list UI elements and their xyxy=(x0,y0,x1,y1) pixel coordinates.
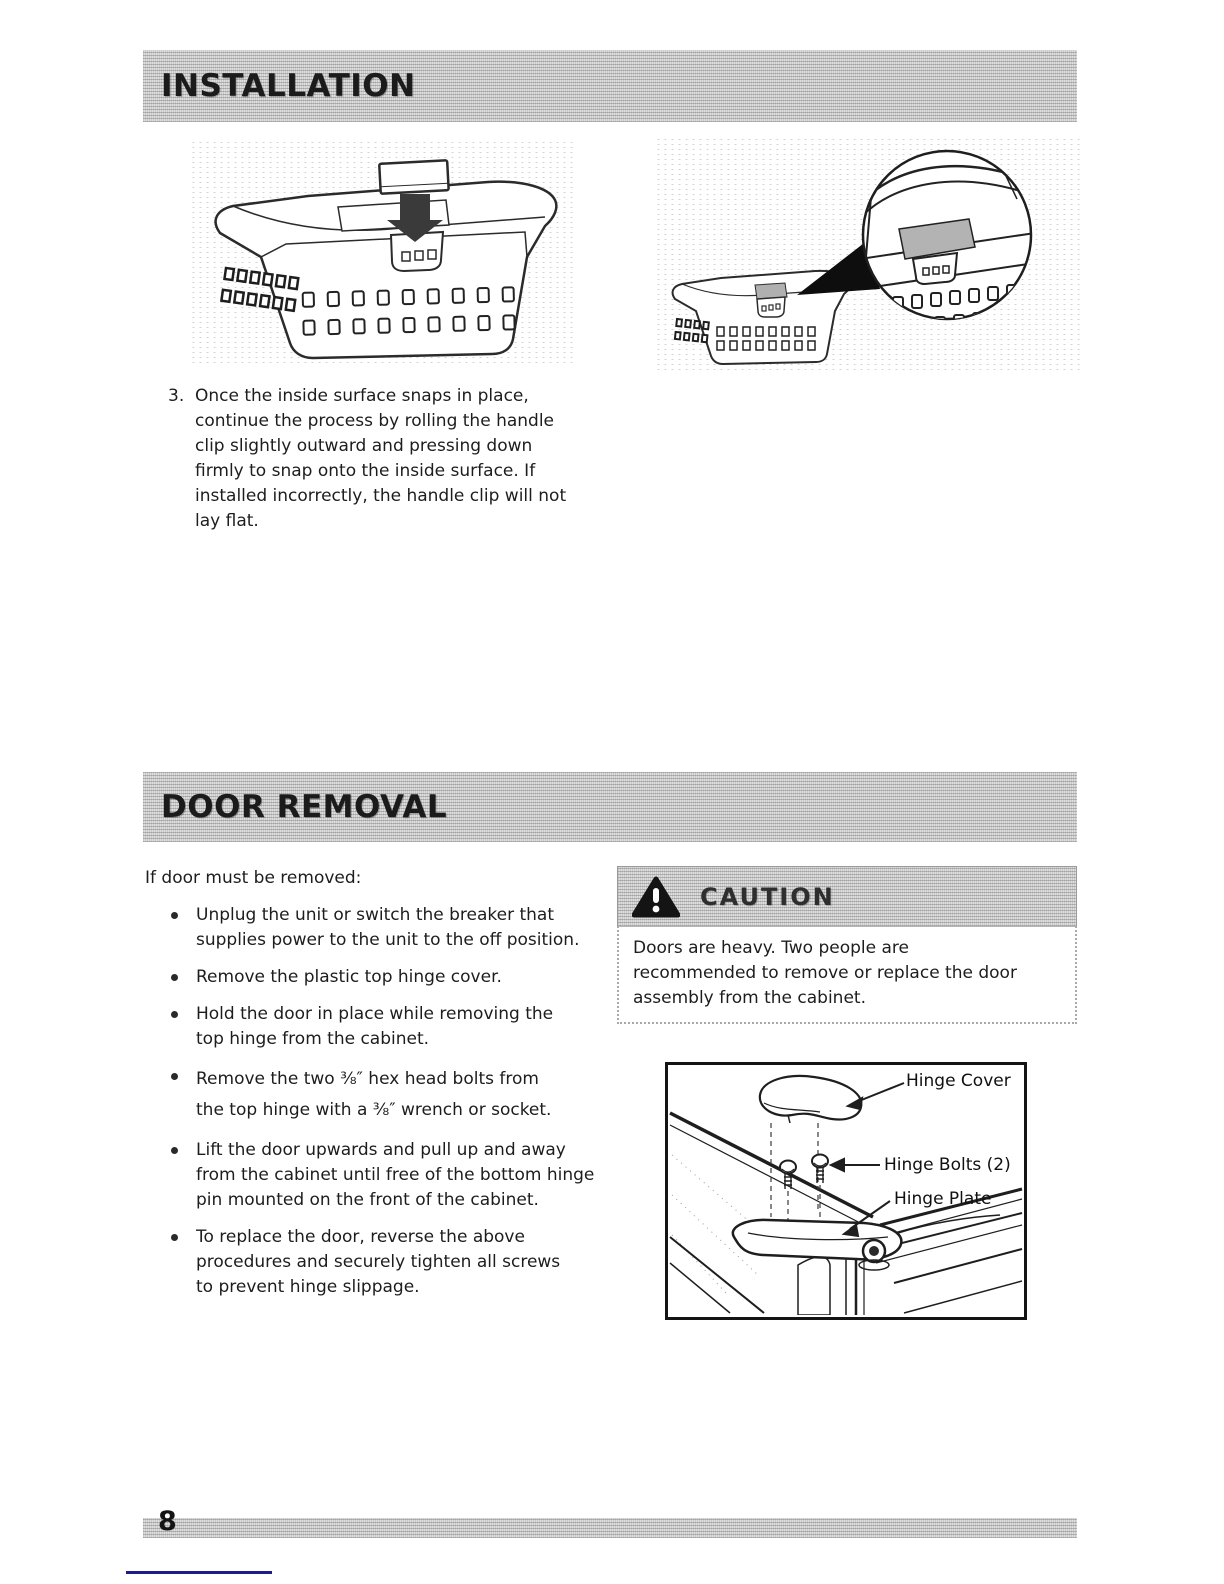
hinge-cover-label: Hinge Cover xyxy=(906,1071,1011,1091)
bullet-text: Remove the plastic top hinge cover. xyxy=(196,967,502,987)
bullet-icon xyxy=(171,1147,178,1154)
hinge-diagram xyxy=(665,1062,1027,1320)
magnified-view-illustration xyxy=(655,137,1080,370)
hinge-bolts-label: Hinge Bolts (2) xyxy=(884,1155,1011,1175)
bullet-text: Hold the door in place while removing the top hinge from the cabinet. xyxy=(196,1004,554,1049)
list-item xyxy=(145,1225,640,1300)
list-item xyxy=(145,1002,640,1052)
bullet-icon xyxy=(171,1234,178,1241)
door-removal-section-banner xyxy=(143,772,1077,842)
list-item xyxy=(145,1064,640,1126)
door-removal-bullet-list xyxy=(145,903,640,1300)
bullet-icon xyxy=(171,912,178,919)
hinge-plate-label: Hinge Plate xyxy=(894,1189,992,1209)
bullet-text: Remove the two ⅜″ hex head bolts from the top hinge with a ⅜″ wrench or socket. xyxy=(196,1069,552,1120)
handle-clip-part xyxy=(379,160,448,194)
installation-step-3 xyxy=(168,384,628,534)
bullet-icon xyxy=(171,1011,178,1018)
caution-header xyxy=(617,866,1077,926)
installation-title: INSTALLATION xyxy=(161,68,416,104)
basket-clip-install-illustration xyxy=(190,140,575,365)
door-removal-instructions xyxy=(145,866,640,1312)
bullet-text: Lift the door upwards and pull up and away from the cabinet until free of the bottom hinge pin mounted on the front of the cabinet. xyxy=(196,1140,595,1210)
step-text: Once the inside surface snaps in place, continue the process by rolling the handle clip slightly outward and pressing down firmly to snap onto the inside surface. If installed incorrectly, the handle clip will not lay flat. xyxy=(195,386,567,531)
hinge-bolts-drawing xyxy=(780,1155,828,1190)
door-removal-intro: If door must be removed: xyxy=(145,868,362,888)
basket-clip-magnified-illustration xyxy=(655,137,1080,370)
caution-box xyxy=(617,866,1077,1024)
bullet-text: Unplug the unit or switch the breaker that supplies power to the unit to the off position. xyxy=(196,905,580,950)
caution-title: CAUTION xyxy=(700,882,835,911)
caution-body xyxy=(617,926,1077,1024)
basket-illustration xyxy=(190,140,575,365)
bullet-text: To replace the door, reverse the above procedures and securely tighten all screws to prevent hinge slippage. xyxy=(196,1227,561,1297)
list-item xyxy=(145,903,640,953)
installation-section-banner xyxy=(143,50,1077,122)
page-number: 8 xyxy=(158,1506,177,1537)
bullet-icon xyxy=(171,974,178,981)
bullet-icon xyxy=(171,1073,178,1080)
footer-stripe xyxy=(143,1518,1077,1538)
footer-accent-line xyxy=(126,1571,272,1574)
warning-triangle-icon xyxy=(632,876,680,918)
caution-text: Doors are heavy. Two people are recommended to remove or replace the door assembly from the cabinet. xyxy=(633,938,1017,1008)
door-removal-title: DOOR REMOVAL xyxy=(161,789,448,825)
list-item xyxy=(145,1138,640,1213)
step-number: 3. xyxy=(168,386,185,406)
list-item xyxy=(145,965,640,990)
